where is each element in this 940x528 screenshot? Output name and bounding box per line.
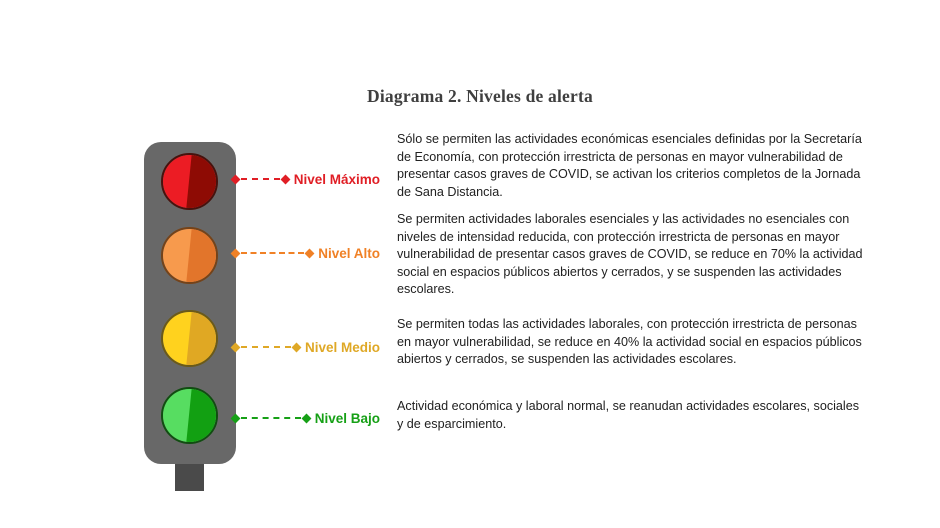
diamond-end-icon [305, 248, 315, 258]
description-medio: Se permiten todas las actividades laborales, con protección irrestricta de personas en mayor vulnerabilidad, se reduce en 40% la actividad social en espacios públicos abiertos y cerrados, se suspenden las actividades escolares. [397, 317, 862, 366]
description-alto: Se permiten actividades laborales esenciales y las actividades no esenciales con niveles de intensidad reducida, con protección irrestricta de personas en mayor vulnerabilidad de presentar casos graves de COVID, se reduce en 70% la actividad social en espacios públicos abiertos y cerrados, y se suspenden las actividades escolares. [397, 212, 863, 296]
connector-maximo [232, 171, 380, 187]
description-bajo: Actividad económica y laboral normal, se reanudan actividades escolares, sociales y de esparcimiento. [397, 399, 860, 431]
diamond-end-icon [301, 413, 311, 423]
orange-light-icon [161, 227, 218, 284]
description-maximo: Sólo se permiten las actividades económicas esenciales definidas por la Secretaría de Economía, con protección irrestricta de personas en mayor vulnerabilidad de presentar casos graves de COVID, se activan los criterios completos de la Jornada de Sana Distancia. [397, 132, 862, 199]
red-light-icon [161, 153, 218, 210]
level-label-medio: Nivel Medio [304, 339, 380, 355]
diamond-start-icon [231, 174, 241, 184]
diamond-start-icon [231, 413, 241, 423]
dashed-line [241, 346, 291, 348]
connector-alto [232, 245, 380, 261]
diamond-start-icon [231, 248, 241, 258]
green-light-icon [161, 387, 218, 444]
diagram-title: Diagrama 2. Niveles de alerta [367, 86, 593, 106]
diamond-end-icon [280, 174, 290, 184]
yellow-light-icon [161, 310, 218, 367]
diamond-end-icon [292, 342, 302, 352]
level-label-alto: Nivel Alto [318, 245, 380, 261]
dashed-line [241, 178, 280, 180]
diamond-start-icon [231, 342, 241, 352]
level-label-maximo: Nivel Máximo [293, 171, 380, 187]
level-label-bajo: Nivel Bajo [314, 410, 380, 426]
connector-medio [232, 339, 380, 355]
dashed-line [241, 252, 304, 254]
dashed-line [241, 417, 301, 419]
connector-bajo [232, 410, 380, 426]
